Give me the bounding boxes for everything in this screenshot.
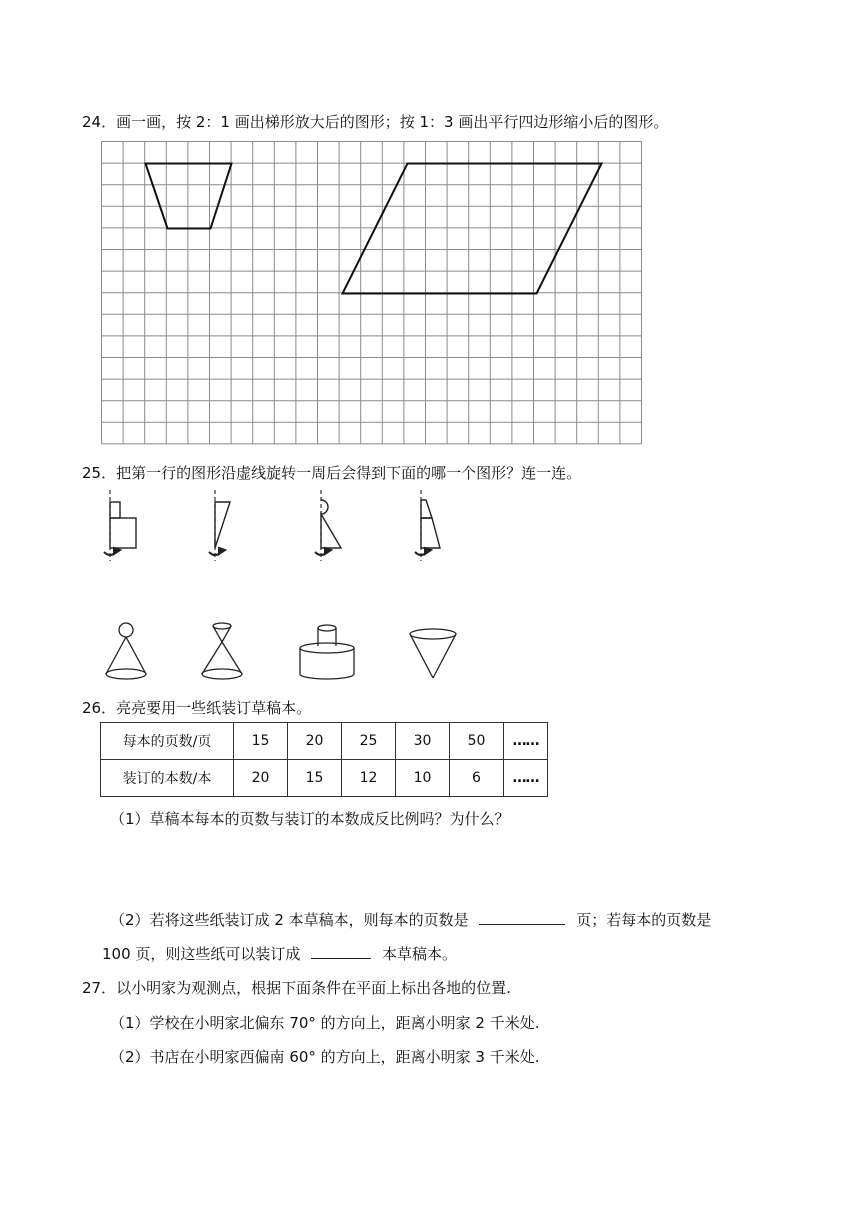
table-cell: 15 xyxy=(288,760,342,797)
q26-text: 26．亮亮要用一些纸装订草稿本。 xyxy=(82,699,312,717)
table-cell: 15 xyxy=(234,723,288,760)
double-cone-icon xyxy=(202,623,242,679)
table-row xyxy=(101,723,548,760)
trapezoid-rect-icon xyxy=(421,500,440,548)
q26-part2-d: 本草稿本。 xyxy=(381,945,457,963)
stacked-cylinders-icon xyxy=(300,625,354,679)
table-cell: 6 xyxy=(450,760,504,797)
q26-part2-b: 页；若每本的页数是 xyxy=(576,911,712,929)
table-row xyxy=(101,760,548,797)
right-triangle-icon xyxy=(215,502,230,548)
q27-part1: （1）学校在小明家北偏东 70° 的方向上，距离小明家 2 千米处. xyxy=(110,1014,540,1032)
inverted-cone-icon xyxy=(410,629,456,678)
q26-part2-line2 xyxy=(102,943,457,964)
semicircle-triangle-icon xyxy=(321,500,341,548)
table-cell: 20 xyxy=(288,723,342,760)
table-cell: …… xyxy=(504,723,548,760)
answer-blank-pages[interactable] xyxy=(479,910,565,925)
q24-text: 24．画一画，按 2：1 画出梯形放大后的图形；按 1：3 画出平行四边形缩小后的图形。 xyxy=(82,113,669,131)
table-cell: 12 xyxy=(342,760,396,797)
sphere-on-cone-icon xyxy=(106,623,146,679)
table-cell: …… xyxy=(504,760,548,797)
q24-grid xyxy=(100,140,646,446)
q26-part2-line1 xyxy=(110,909,711,930)
trapezoid-shape xyxy=(146,164,232,229)
table-cell: 50 xyxy=(450,723,504,760)
table-cell: 25 xyxy=(342,723,396,760)
q26-part2-c: 100 页，则这些纸可以装订成 xyxy=(102,945,301,963)
q27-text: 27．以小明家为观测点，根据下面条件在平面上标出各地的位置. xyxy=(82,979,511,997)
q27-part2: （2）书店在小明家西偏南 60° 的方向上，距离小明家 3 千米处. xyxy=(110,1048,540,1066)
table-header-cell: 装订的本数/本 xyxy=(101,760,234,797)
table-cell: 20 xyxy=(234,760,288,797)
answer-blank-books[interactable] xyxy=(311,944,371,959)
q26-part2-a: （2）若将这些纸装订成 2 本草稿本，则每本的页数是 xyxy=(110,911,469,929)
q26-table xyxy=(100,722,548,797)
table-cell: 30 xyxy=(396,723,450,760)
parallelogram-shape xyxy=(343,164,602,294)
q25-text: 25．把第一行的图形沿虚线旋转一周后会得到下面的哪一个图形？连一连。 xyxy=(82,464,582,482)
table-header-cell: 每本的页数/页 xyxy=(101,723,234,760)
q25-figures xyxy=(98,486,458,686)
rect-rect-icon xyxy=(110,502,136,548)
q26-part1: （1）草稿本每本的页数与装订的本数成反比例吗？为什么？ xyxy=(110,810,510,828)
table-cell: 10 xyxy=(396,760,450,797)
